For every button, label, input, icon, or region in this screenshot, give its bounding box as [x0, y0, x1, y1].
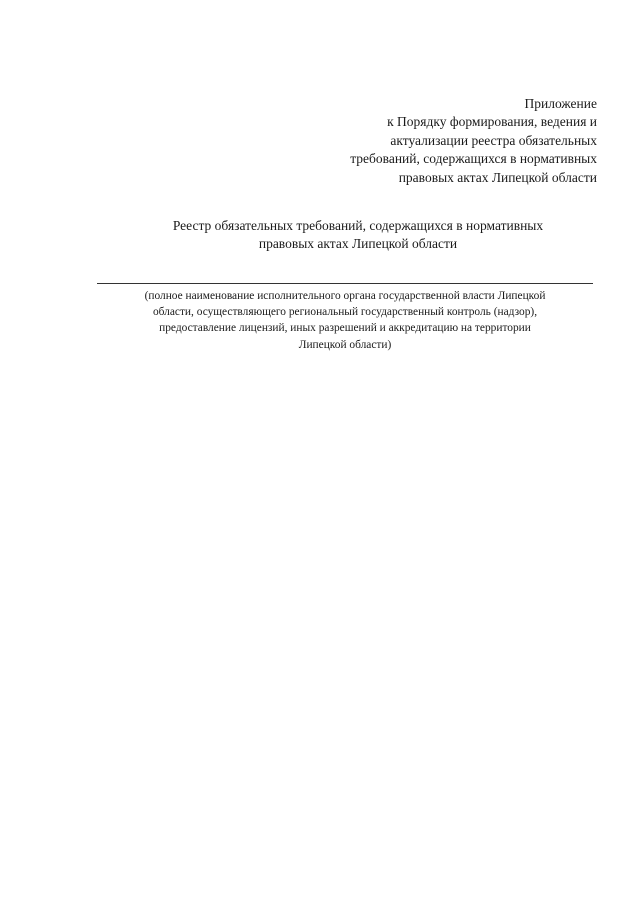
caption-line: (полное наименование исполнительного органа государственной власти Липецкой [144, 290, 546, 302]
fill-in-caption [90, 288, 600, 353]
appendix-line: требований, содержащихся в нормативных [350, 151, 597, 167]
document-title [98, 217, 618, 252]
caption-line: области, осуществляющего региональный государственный контроль (надзор), [152, 306, 538, 319]
caption-line: предоставление лицензий, иных разрешений и аккредитацию на территории [159, 322, 531, 335]
appendix-note [297, 95, 597, 187]
title-line: Реестр обязательных требований, содержащихся в нормативных [172, 218, 544, 233]
appendix-line: Приложение [524, 96, 597, 111]
appendix-line: актуализации реестра обязательных [390, 132, 597, 148]
title-line: правовых актах Липецкой области [258, 235, 458, 251]
caption-line: Липецкой области) [298, 338, 392, 351]
appendix-line: к Порядку формирования, ведения и [387, 114, 597, 130]
appendix-line: правовых актах Липецкой области [398, 169, 597, 185]
fill-in-line [97, 283, 593, 284]
